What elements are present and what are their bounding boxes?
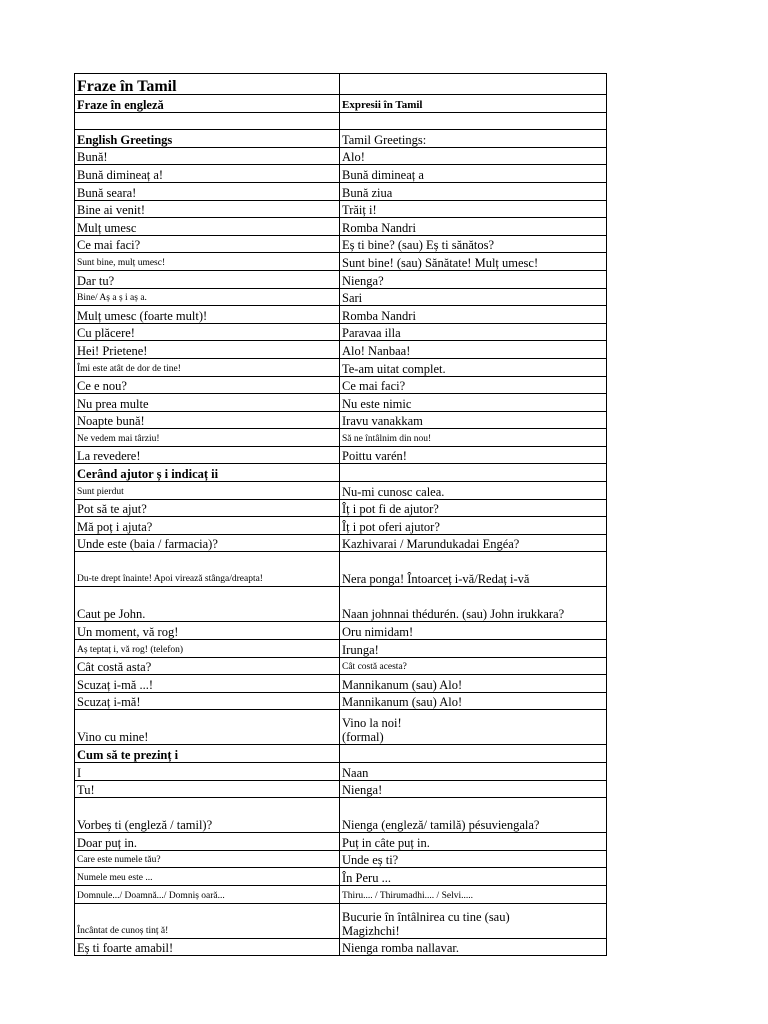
- english-phrase-cell: Cerând ajutor ș i indicaț ii: [75, 464, 340, 482]
- phrase-row: [75, 446, 607, 464]
- tamil-phrase-cell: Unde eș ti?: [340, 850, 607, 868]
- tamil-phrase-cell: Mannikanum (sau) Alo!: [340, 675, 607, 693]
- english-phrase-cell: I: [75, 763, 340, 781]
- tamil-phrase-cell: Trăiț i!: [340, 200, 607, 218]
- english-phrase-cell: Bine/ Aș a ș i aș a.: [75, 288, 340, 306]
- tamil-phrase-cell: Nienga!: [340, 780, 607, 798]
- phrase-row: [75, 464, 607, 482]
- phrase-row: [75, 850, 607, 868]
- tamil-phrase-cell: Nera ponga! Întoarceț i-vă/Redaț i-vă: [340, 552, 607, 587]
- phrase-row: [75, 218, 607, 236]
- phrase-row: [75, 147, 607, 165]
- tamil-phrase-cell: [340, 464, 607, 482]
- phrase-row: [75, 235, 607, 253]
- tamil-phrase-cell: Iravu vanakkam: [340, 411, 607, 429]
- tamil-phrase-cell: Te-am uitat complet.: [340, 358, 607, 376]
- tamil-phrase-cell: Bună ziua: [340, 182, 607, 200]
- english-phrase-cell: Ce e nou?: [75, 376, 340, 394]
- tamil-phrase-cell: Poittu varén!: [340, 446, 607, 464]
- english-phrase-cell: Dar tu?: [75, 270, 340, 288]
- phrase-row: [75, 429, 607, 447]
- tamil-phrase-cell: [340, 745, 607, 763]
- english-phrase-cell: [75, 112, 340, 130]
- phrase-row: [75, 868, 607, 886]
- phrase-row: [75, 587, 607, 622]
- tamil-phrase-cell: Îț i pot fi de ajutor?: [340, 499, 607, 517]
- phrase-row: [75, 499, 607, 517]
- english-phrase-cell: Tu!: [75, 780, 340, 798]
- phrase-row: [75, 675, 607, 693]
- english-phrase-cell: Încântat de cunoș tinț ă!: [75, 903, 340, 938]
- phrase-row: [75, 341, 607, 359]
- english-phrase-cell: Doar puț in.: [75, 833, 340, 851]
- english-phrase-cell: Bună dimineaț a!: [75, 165, 340, 183]
- header-tamil: Expresii în Tamil: [340, 95, 607, 113]
- phrase-row: [75, 938, 607, 956]
- english-phrase-cell: Scuzaț i-mă!: [75, 692, 340, 710]
- english-phrase-cell: Numele meu este ...: [75, 868, 340, 886]
- header-row: [75, 95, 607, 113]
- tamil-phrase-cell: Nienga?: [340, 270, 607, 288]
- tamil-phrase-line: Bucurie în întâlnirea cu tine (sau): [342, 909, 510, 924]
- english-phrase-cell: Pot să te ajut?: [75, 499, 340, 517]
- tamil-phrase-cell: Nienga romba nallavar.: [340, 938, 607, 956]
- phrase-row: [75, 182, 607, 200]
- english-phrase-cell: Vorbeș ti (engleză / tamil)?: [75, 798, 340, 833]
- tamil-phrase-cell: În Peru ...: [340, 868, 607, 886]
- phrase-row: [75, 622, 607, 640]
- english-phrase-cell: Unde este (baia / farmacia)?: [75, 534, 340, 552]
- english-phrase-cell: Aș teptaț i, vă rog! (telefon): [75, 640, 340, 658]
- english-phrase-cell: Ne vedem mai târziu!: [75, 429, 340, 447]
- english-phrase-cell: Ce mai faci?: [75, 235, 340, 253]
- sheet-title: Fraze în Tamil: [75, 74, 340, 95]
- tamil-phrase-cell: [340, 710, 607, 745]
- english-phrase-cell: Noapte bună!: [75, 411, 340, 429]
- tamil-phrase-cell: Ce mai faci?: [340, 376, 607, 394]
- phrase-row: [75, 780, 607, 798]
- phrase-row: [75, 763, 607, 781]
- title-empty-cell: [340, 74, 607, 95]
- phrase-row: [75, 482, 607, 500]
- phrase-row: [75, 534, 607, 552]
- phrase-row: [75, 517, 607, 535]
- phrase-row: [75, 200, 607, 218]
- phrase-row: [75, 270, 607, 288]
- english-phrase-cell: English Greetings: [75, 130, 340, 148]
- english-phrase-cell: Hei! Prietene!: [75, 341, 340, 359]
- tamil-phrase-cell: Nu este nimic: [340, 394, 607, 412]
- phrase-row: [75, 130, 607, 148]
- english-phrase-cell: Îmi este atât de dor de tine!: [75, 358, 340, 376]
- tamil-phrase-cell: Alo! Nanbaa!: [340, 341, 607, 359]
- tamil-phrase-line: (formal): [342, 730, 384, 745]
- english-phrase-cell: Care este numele tău?: [75, 850, 340, 868]
- english-phrase-cell: Du-te drept înainte! Apoi virează stânga/dreapta!: [75, 552, 340, 587]
- english-phrase-cell: Mulț umesc (foarte mult)!: [75, 306, 340, 324]
- english-phrase-cell: Mulț umesc: [75, 218, 340, 236]
- tamil-phrase-cell: Eș ti bine? (sau) Eș ti sănătos?: [340, 235, 607, 253]
- english-phrase-cell: Cât costă asta?: [75, 657, 340, 675]
- english-phrase-cell: Domnule.../ Doamnă.../ Domniș oară...: [75, 885, 340, 903]
- phrase-row: [75, 710, 607, 745]
- tamil-phrase-cell: Naan johnnai thédurén. (sau) John irukkara?: [340, 587, 607, 622]
- tamil-phrase-cell: Naan: [340, 763, 607, 781]
- tamil-phrase-line: Magizhchi!: [342, 923, 400, 938]
- phrase-row: [75, 358, 607, 376]
- english-phrase-cell: Sunt pierdut: [75, 482, 340, 500]
- english-phrase-cell: Cum să te prezinț i: [75, 745, 340, 763]
- english-phrase-cell: Bună seara!: [75, 182, 340, 200]
- english-phrase-cell: Caut pe John.: [75, 587, 340, 622]
- tamil-phrase-cell: Sari: [340, 288, 607, 306]
- phrase-row: [75, 323, 607, 341]
- phrase-row: [75, 745, 607, 763]
- english-phrase-cell: Bine ai venit!: [75, 200, 340, 218]
- tamil-phrase-cell: Puț in câte puț in.: [340, 833, 607, 851]
- english-phrase-cell: Eș ti foarte amabil!: [75, 938, 340, 956]
- tamil-phrase-cell: [340, 112, 607, 130]
- phrase-row: [75, 288, 607, 306]
- phrase-row: [75, 376, 607, 394]
- phrase-row: [75, 833, 607, 851]
- phrase-row: [75, 411, 607, 429]
- tamil-phrase-cell: Kazhivarai / Marundukadai Engéa?: [340, 534, 607, 552]
- phrase-row: [75, 885, 607, 903]
- english-phrase-cell: Scuzaț i-mă ...!: [75, 675, 340, 693]
- tamil-phrase-cell: Mannikanum (sau) Alo!: [340, 692, 607, 710]
- english-phrase-cell: La revedere!: [75, 446, 340, 464]
- tamil-phrase-cell: Sunt bine! (sau) Sănătate! Mulț umesc!: [340, 253, 607, 271]
- phrase-row: [75, 165, 607, 183]
- english-phrase-cell: Vino cu mine!: [75, 710, 340, 745]
- tamil-phrase-cell: [340, 903, 607, 938]
- tamil-phrase-cell: Tamil Greetings:: [340, 130, 607, 148]
- english-phrase-cell: Nu prea multe: [75, 394, 340, 412]
- english-phrase-cell: Cu plăcere!: [75, 323, 340, 341]
- tamil-phrase-cell: Romba Nandri: [340, 306, 607, 324]
- phrase-row: [75, 306, 607, 324]
- tamil-phrase-cell: Îț i pot oferi ajutor?: [340, 517, 607, 535]
- header-english: Fraze în engleză: [75, 95, 340, 113]
- phrase-row: [75, 692, 607, 710]
- tamil-phrase-cell: Bună dimineaț a: [340, 165, 607, 183]
- tamil-phrase-cell: Nu-mi cunosc calea.: [340, 482, 607, 500]
- phrase-row: [75, 640, 607, 658]
- phrase-row: [75, 657, 607, 675]
- tamil-phrase-cell: Paravaa illa: [340, 323, 607, 341]
- english-phrase-cell: Un moment, vă rog!: [75, 622, 340, 640]
- english-phrase-cell: Sunt bine, mulț umesc!: [75, 253, 340, 271]
- phrase-sheet: [74, 73, 606, 956]
- tamil-phrase-cell: Nienga (engleză/ tamilă) pésuviengala?: [340, 798, 607, 833]
- tamil-phrase-cell: Cât costă acesta?: [340, 657, 607, 675]
- phrase-row: [75, 253, 607, 271]
- tamil-phrase-cell: Oru nimidam!: [340, 622, 607, 640]
- tamil-phrase-cell: Irunga!: [340, 640, 607, 658]
- phrase-table: [74, 73, 607, 956]
- phrase-row: [75, 394, 607, 412]
- english-phrase-cell: Mă poț i ajuta?: [75, 517, 340, 535]
- tamil-phrase-cell: Romba Nandri: [340, 218, 607, 236]
- tamil-phrase-cell: Alo!: [340, 147, 607, 165]
- phrase-row: [75, 552, 607, 587]
- tamil-phrase-line: Vino la noi!: [342, 716, 402, 731]
- tamil-phrase-cell: Thiru.... / Thirumadhi.... / Selvi.....: [340, 885, 607, 903]
- english-phrase-cell: Bună!: [75, 147, 340, 165]
- phrase-row: [75, 903, 607, 938]
- phrase-row: [75, 798, 607, 833]
- tamil-phrase-cell: Să ne întâlnim din nou!: [340, 429, 607, 447]
- phrase-row: [75, 112, 607, 130]
- title-row: [75, 74, 607, 95]
